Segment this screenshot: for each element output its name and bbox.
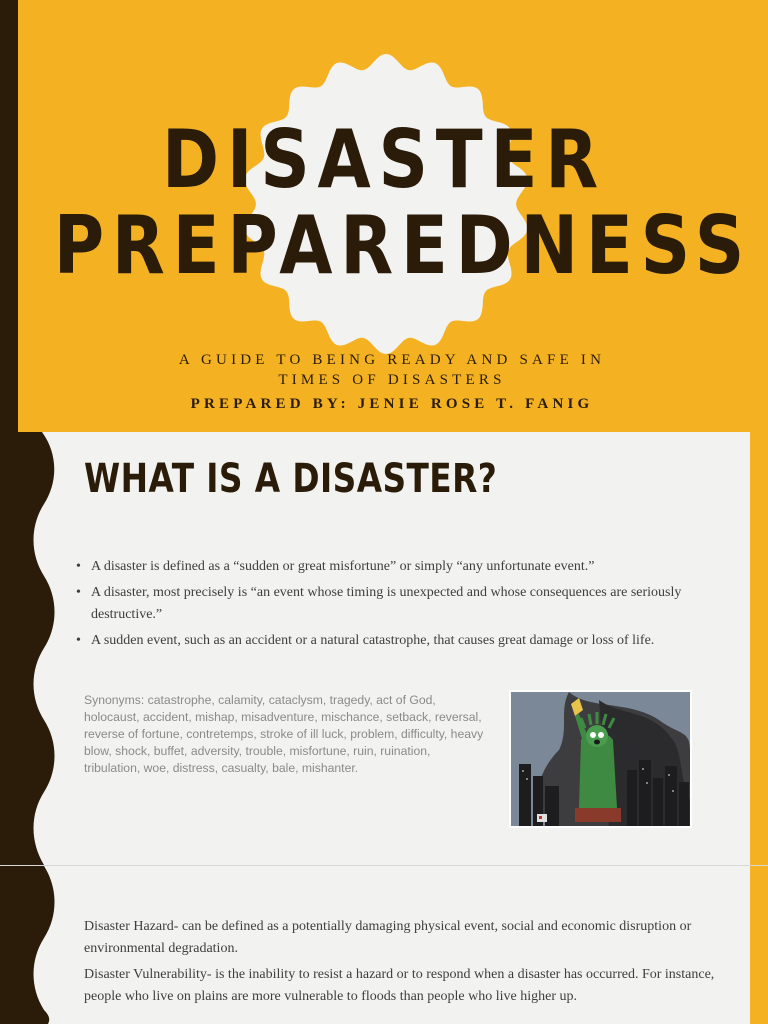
title-line-2: PREPAREDNESS: [53, 199, 753, 292]
hazard-slide: [0, 866, 768, 1024]
right-accent-panel: [750, 432, 768, 865]
bullet-icon: •: [76, 633, 81, 648]
list-item: • A disaster is defined as a “sudden or great misfortune” or simply “any unfortunate event.”: [76, 556, 716, 578]
list-item: • A disaster, most precisely is “an event whose timing is unexpected and whose consequences are seriously destructive.”: [76, 582, 716, 626]
bullet-icon: •: [76, 559, 81, 574]
right-accent-panel: [750, 866, 768, 1024]
subtitle-line-2: TIMES OF DISASTERS: [278, 372, 506, 388]
vulnerability-definition: Disaster Vulnerability- is the inability to resist a hazard or to respond when a disaster has occurred. For instance, people who live on plains are more vulnerable to floods than people who live higher up.: [84, 967, 715, 1004]
wavy-left-border: [0, 866, 60, 1024]
slide-heading: WHAT IS A DISASTER?: [84, 456, 498, 502]
author-line: PREPARED BY: JENIE ROSE T. FANIG: [190, 396, 594, 412]
bullet-icon: •: [76, 585, 81, 600]
synonyms-text: Synonyms: catastrophe, calamity, cataclysm, tragedy, act of God, holocaust, accident, mishap, misadventure, mischance, setback, reversal, reverse of fortune, contretemps, stroke of ill luck, problem, difficulty, heavy blow, shock, buffet, adversity, trouble, misfortune, ruin, ruination, tribulation, woe, distress, casualty, bale, mishanter.: [84, 693, 484, 775]
list-item: • A sudden event, such as an accident or a natural catastrophe, that causes great damage or loss of life.: [76, 630, 716, 652]
definition-slide: [0, 432, 768, 865]
wavy-left-border: [0, 432, 60, 865]
title-slide: [0, 0, 768, 432]
hazard-definition: Disaster Hazard- can be defined as a potentially damaging physical event, social and economic disruption or environmental degradation.: [84, 919, 692, 956]
title-line-1: DISASTER: [162, 113, 606, 206]
statue-of-liberty-cartoon-image: [509, 690, 692, 828]
definition-list: [76, 556, 716, 656]
subtitle-line-1: A GUIDE TO BEING READY AND SAFE IN: [178, 352, 606, 368]
